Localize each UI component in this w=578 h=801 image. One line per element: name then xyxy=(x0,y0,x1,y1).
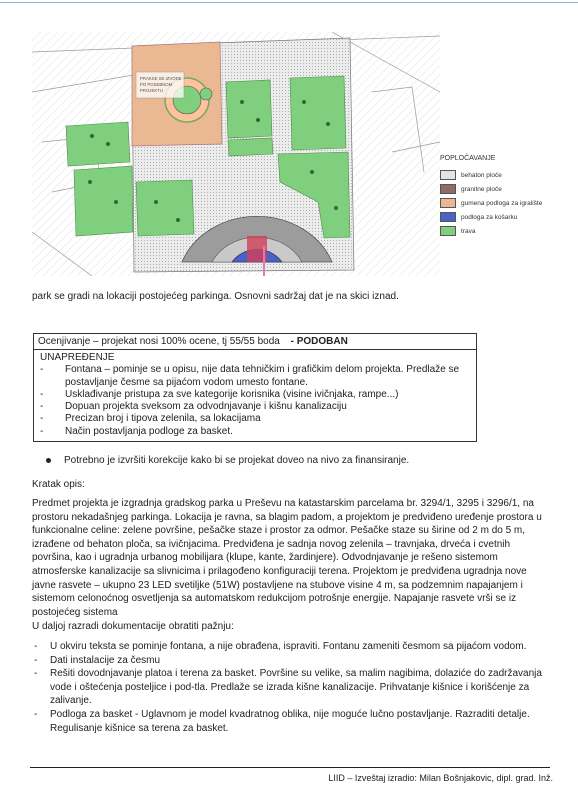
list-item: - Dati instalacije za česmu xyxy=(32,654,552,668)
plan-legend xyxy=(440,155,570,238)
kratak-opis-heading: Kratak opis: xyxy=(32,479,85,490)
list-item: - Način postavljanja podloge za basket. xyxy=(38,426,472,438)
assessment-header xyxy=(34,334,476,350)
bullet-note-text: Potrebno je izvršiti korekcije kako bi se projekat doveo na nivo za finansiranje. xyxy=(64,455,410,466)
legend-label: trava xyxy=(461,227,476,235)
list-item: - Dopuan projekta sveksom za odvodnjavanje i kišnu kanalizaciju xyxy=(38,401,472,413)
legend-swatch xyxy=(440,226,456,236)
callout-line-2: PO POSEBNOM xyxy=(140,82,173,87)
list-item: - Precizan broj i tipova zelenila, sa lokacijama xyxy=(38,413,472,425)
list-item: - Podloga za basket - Uglavnom je model kvadratnog oblika, nije moguće lučno postavljanje. Razraditi detalje. Regulisanje kišnice sa terena za basket. xyxy=(32,708,552,735)
page-top-rule xyxy=(0,2,578,3)
legend-label: podloga za košarku xyxy=(461,213,518,221)
legend-item xyxy=(440,168,570,182)
footer-rule xyxy=(30,767,550,768)
bullet-note xyxy=(46,454,546,468)
daljoj-heading: U daljoj razradi dokumentacije obratiti pažnju: xyxy=(32,621,234,632)
footer-text: LIID – Izveštaj izradio: Milan Bošnjakovic, dipl. grad. Inž. xyxy=(328,773,553,783)
legend-label: behaton ploče xyxy=(461,171,502,179)
list-item: - U okviru teksta se pominje fontana, a nije obrađena, ispraviti. Fontanu zameniti česmom sa pijaćom vodom. xyxy=(32,640,552,654)
legend-swatch xyxy=(440,170,456,180)
assessment-grade: - PODOBAN xyxy=(290,336,348,347)
legend-label: gumena podloga za igralište xyxy=(461,199,543,207)
legend-swatch xyxy=(440,198,456,208)
improvement-list xyxy=(38,364,472,438)
callout-line-1: PRAKSE SE IZVODE xyxy=(140,76,182,81)
callout-line-3: PROJEKTU xyxy=(140,88,163,93)
intro-paragraph: park se gradi na lokaciji postojećeg parkinga. Osnovni sadržaj dat je na skici iznad. xyxy=(32,291,399,302)
section-title: UNAPREĐENJE xyxy=(40,352,115,363)
legend-item xyxy=(440,210,570,224)
legend-item xyxy=(440,196,570,210)
assessment-score: Ocenjivanje – projekat nosi 100% ocene, tj 55/55 boda xyxy=(38,336,280,347)
bullet-dot-icon xyxy=(46,458,51,463)
legend-label: granitne ploče xyxy=(461,185,502,193)
legend-item xyxy=(440,182,570,196)
legend-title: POPLOČAVANJE xyxy=(440,155,496,162)
legend-item xyxy=(440,224,570,238)
legend-swatch xyxy=(440,212,456,222)
list-item: - Usklađivanje pristupa za sve kategorije korisnika (visine ivičnjaka, rampe...) xyxy=(38,389,472,401)
site-plan-drawing xyxy=(32,32,440,276)
list-item: - Fontana – pominje se u opisu, nije data tehničkim i grafičkim delom projekta. Predlaže se postavljanje česme sa pijaćom vodom umesto fontane. xyxy=(38,364,472,389)
legend-swatch xyxy=(440,184,456,194)
daljoj-list xyxy=(32,640,552,735)
list-item: - Rešiti dovodnjavanje platoa i terena za basket. Površine su velike, sa malim nagibima, dolaziće do zadržavanja vode i oštećenja posteljice i pod-tla. Predlaže se izrada kišne kanalizacije. Prihvatanje kišnice i korišćenje za zalivanje. xyxy=(32,667,552,708)
assessment-box xyxy=(33,333,477,442)
assessment-body xyxy=(34,350,476,441)
kratak-opis-paragraph: Predmet projekta je izgradnja gradskog parka u Preševu na katastarskim parcelama br. 3294/1, 3295 i 3296/1, na prostoru nekadašnjeg parkinga. Lokacija je ravna, sa blagim padom, a projektom je predviđeno uređenje prostora u funkcionalne celine: zelene površine, pešačke staze i prostor za odmor. Pešačke staze su širine od 2 m do 5 m, izrađene od behaton ploča, sa ivičnjacima. Predviđena je sadnja novog zelenila – travnjaka, drveća i cvetnih površina, kao i ugradnja urbanog mobilijara (klupe, kante, žardinjere). Odvodnjavanje je rešeno sistemom atmosferske kanalizacije sa slivnicima i prilagođeno konfiguraciji terena. Projektom je predviđena ugradnja nove javne rasvete – ukupno 23 LED svetiljke (51W) postavljene na stubove visine 4 m, sa podzemnim napajanjem i sistemom celonoćnog osvetljenja sa automatskom redukcijom potrošnje energije. Napajanje rasvete vrši se iz postojećeg sistema xyxy=(32,498,542,618)
